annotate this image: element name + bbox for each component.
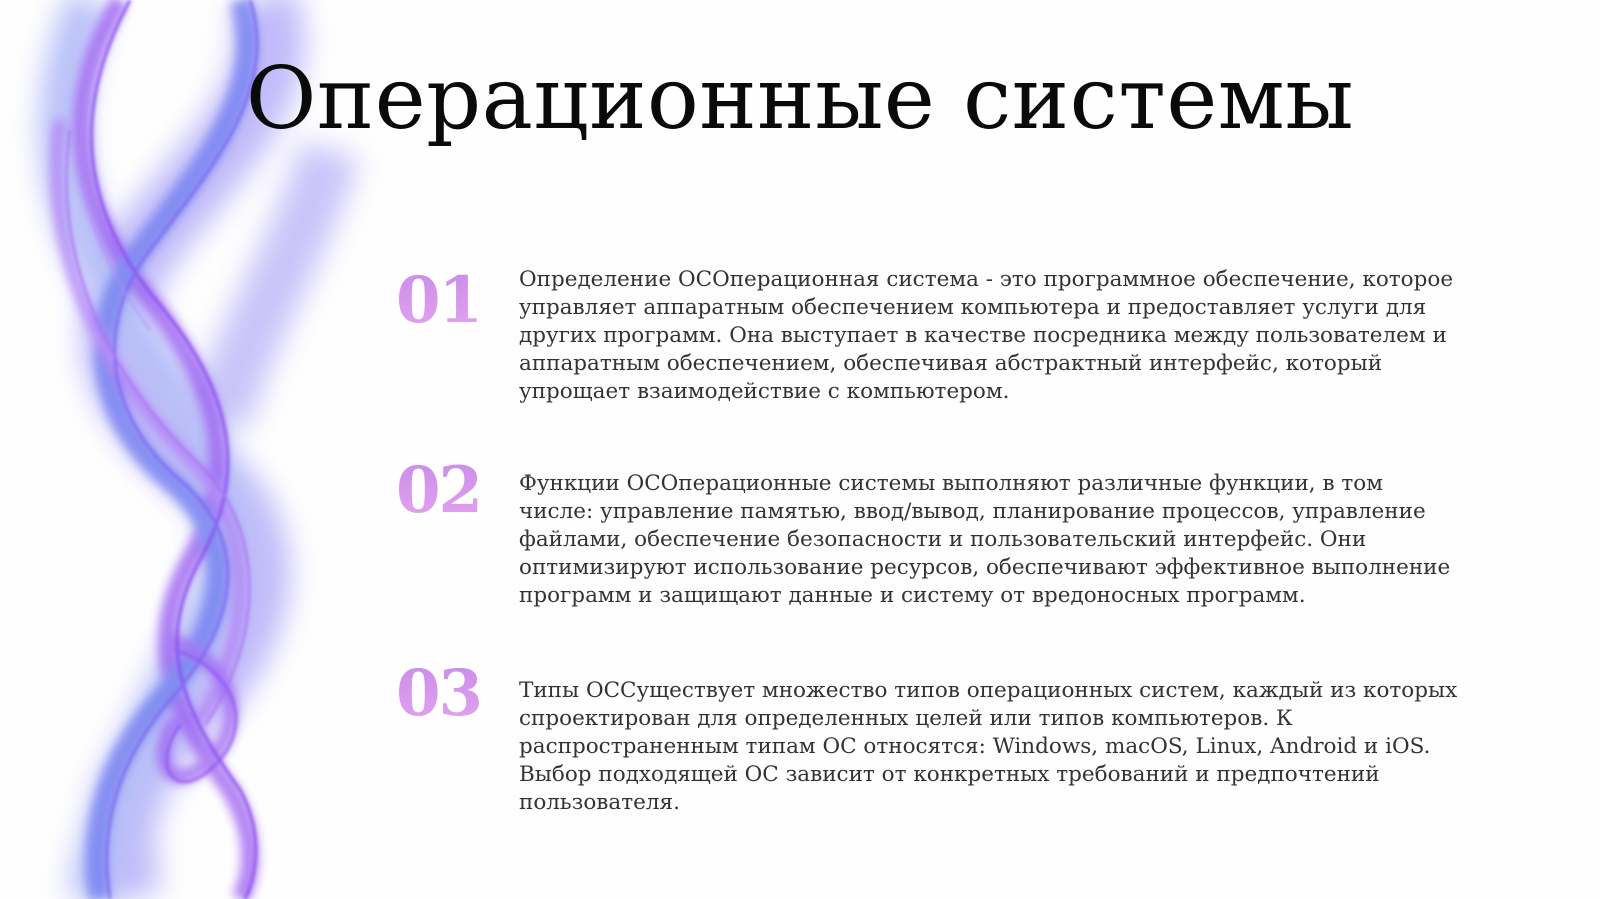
- item-text: Типы ОССуществует множество типов операционных систем, каждый из которых спроектирован для определенных целей или типов компьютеров. К распространенным типам ОС относятся: Windows, macOS, Linux, Android и iOS. Выбор подходящей ОС зависит от конкретных требований и предпочтений пользователя.: [519, 678, 1458, 815]
- item-text: Определение ОСОперационная система - это программное обеспечение, которое управляет аппаратным обеспечением компьютера и предоставляет услуги для других программ. Она выступает в качестве посредника между пользователем и аппаратным обеспечением, обеспечивая абстрактный интерфейс, который упрощает взаимодействие с компьютером.: [519, 267, 1454, 404]
- item-text: Функции ОСОперационные системы выполняют различные функции, в том числе: управление памятью, ввод/вывод, планирование процессов, управление файлами, обеспечение безопасности и пользовательский интерфейс. Они оптимизируют использование ресурсов, обеспечивают эффективное выполнение программ и защищают данные и систему от вредоносных программ.: [519, 471, 1451, 608]
- item-number: 03: [396, 659, 496, 729]
- slide-title: Операционные системы: [245, 49, 1355, 149]
- item-number: 01: [396, 266, 496, 336]
- item-number: 02: [396, 456, 496, 526]
